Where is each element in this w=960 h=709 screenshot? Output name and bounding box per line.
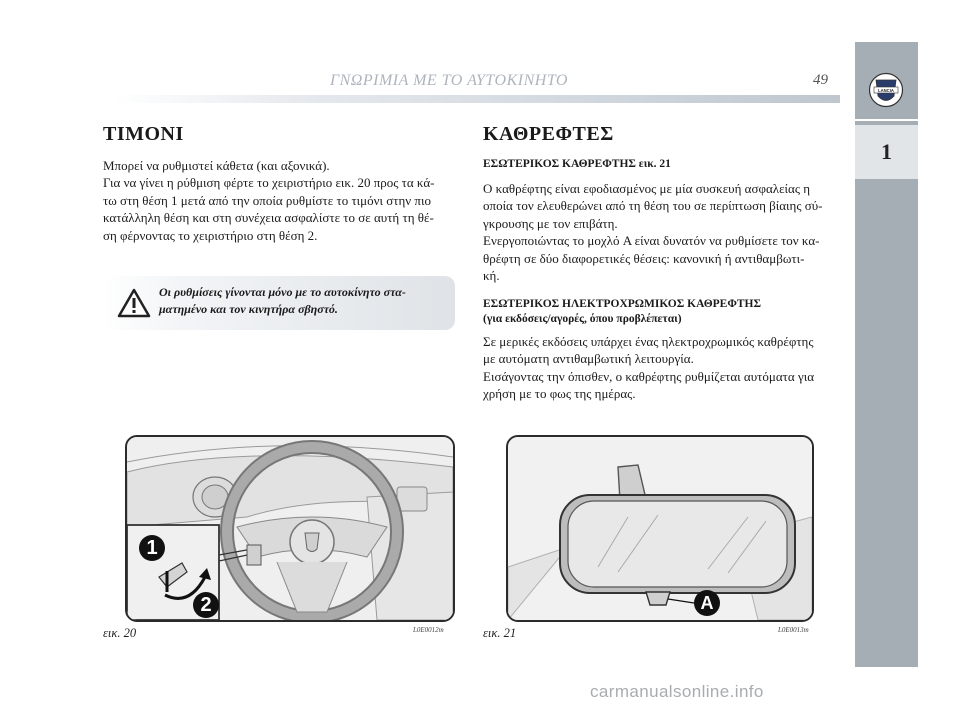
steering-paragraph: Μπορεί να ρυθμιστεί κάθετα (και αξονικά). Για να γίνει η ρύθμιση φέρτε το χειριστήριο εικ. 20 προς τα κά- τω στη θέση 1 μετά από την οποία ρυθμίστε το τιμόνι στην πιο κατάλληλη θέση και στη συνέχεια ασφαλίστε το σε αυτή τη θέ- ση φέρνοντας το χειριστήριο στη θέση 2. xyxy=(103,157,435,243)
left-column xyxy=(103,123,455,244)
subheading-interior-mirror: ΕΣΩΤΕΡΙΚΟΣ ΚΑΘΡΕΦΤΗΣ εικ. 21 xyxy=(483,157,671,170)
figure-steering xyxy=(125,435,455,622)
watermark-text: carmanualsonline.info xyxy=(590,682,764,701)
figure-label-a: A xyxy=(694,590,720,616)
chapter-number[interactable]: 1 xyxy=(855,125,918,179)
tab-separator xyxy=(855,119,918,121)
figure-20-caption: εικ. 20 xyxy=(103,626,137,640)
warning-triangle-icon xyxy=(117,288,151,318)
figure-20-code: L0E0012m xyxy=(413,626,444,634)
running-header-title: ΓΝΩΡΙΜΙΑ ΜΕ ΤΟ ΑΥΤΟΚΙΝΗΤΟ xyxy=(330,72,568,89)
svg-text:LANCIA: LANCIA xyxy=(878,88,894,93)
section-heading-steering: ΤΙΜΟΝΙ xyxy=(103,123,184,145)
header-divider xyxy=(115,95,840,103)
warning-text: Οι ρυθμίσεις γίνονται μόνο με το αυτοκίνητο στα- ματημένο και τον κινητήρα σβηστό. xyxy=(159,285,406,316)
interior-mirror-paragraph: Ο καθρέφτης είναι εφοδιασμένος με μία συσκευή ασφαλείας η οποία τον ελευθερώνει από τη θέση του σε περίπτωση βίαιης σύ- γκρουσης με τον επιβάτη. Ενεργοποιώντας το μοχλό A είναι δυνατόν να ρυθμίσετε τον κα- θρέφτη σε δύο διαφορετικές θέσεις: κανονική ή αντιθαμβωτι- κή. xyxy=(483,180,823,283)
figure-mirror xyxy=(506,435,814,622)
page-number: 49 xyxy=(813,72,828,88)
figure-label-2: 2 xyxy=(193,592,219,618)
lancia-logo-icon xyxy=(868,72,904,108)
mirror-illustration xyxy=(508,437,812,620)
figure-label-1: 1 xyxy=(139,535,165,561)
right-column xyxy=(483,123,839,403)
section-heading-mirrors: ΚΑΘΡΕΦΤΕΣ xyxy=(483,123,614,145)
figure-21-caption: εικ. 21 xyxy=(483,626,517,640)
subheading-electrochromic-mirror: ΕΣΩΤΕΡΙΚΟΣ ΗΛΕΚΤΡΟΧΡΩΜΙΚΟΣ ΚΑΘΡΕΦΤΗΣ (για εκδόσεις/αγορές, όπου προβλέπεται) xyxy=(483,297,762,325)
electrochromic-paragraph: Σε μερικές εκδόσεις υπάρχει ένας ηλεκτροχρωμικός καθρέφτης με αυτόματη αντιθαμβωτική λειτουργία. Εισάγοντας την όπισθεν, ο καθρέφτης ρυθμίζεται αυτόματα για χρήση με το φως της ημέρας. xyxy=(483,333,815,401)
figure-21-code: L0E0013m xyxy=(778,626,809,634)
steering-illustration xyxy=(127,437,453,620)
